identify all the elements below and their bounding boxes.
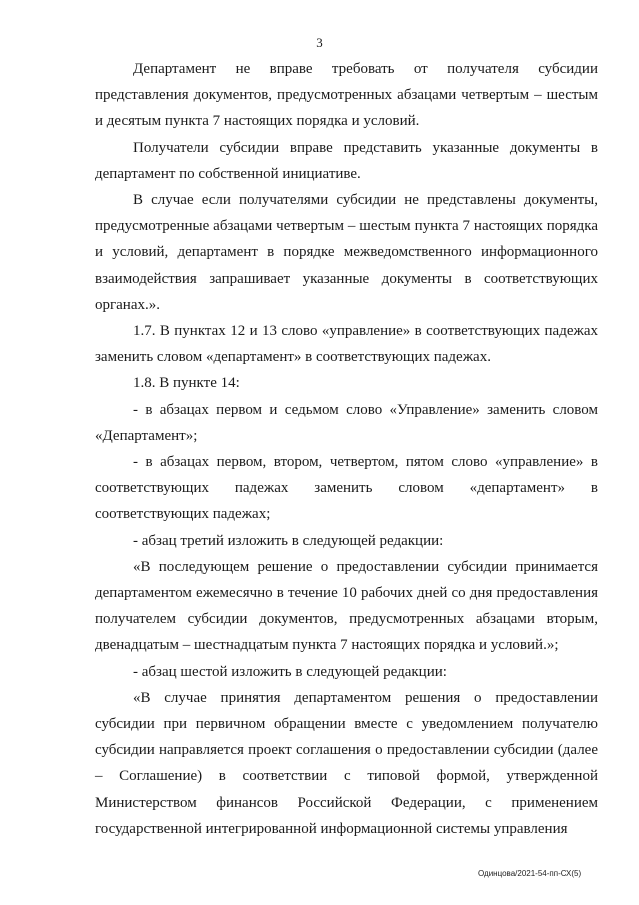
document-body — [95, 56, 598, 842]
page-number: 3 — [316, 35, 323, 50]
paragraph: - абзац третий изложить в следующей редакции: — [133, 532, 444, 549]
paragraph: «В последующем решение о предоставлении субсидии принимается департаментом ежемесячно в течение 10 рабочих дней со дня предоставления получателем субсидии документов, предусмотренных абзацами вторым, двенадцатым – шестнадцатым пункта 7 настоящих порядка и условий.»; — [95, 558, 598, 654]
footer-document-code: Одинцова/2021-54-пп-СХ(5) — [478, 869, 582, 878]
paragraph: В случае если получателями субсидии не представлены документы, предусмотренные абзацами четвертым – шестым пункта 7 настоящих порядка и условий, департамент в порядке межведомственного информационного взаимодействия запрашивает указанные документы в соответствующих органах.». — [95, 192, 598, 313]
paragraph: - в абзацах первом и седьмом слово «Управление» заменить словом «Департамент»; — [95, 401, 598, 444]
paragraph: 1.8. В пункте 14: — [133, 375, 240, 392]
paragraph: Департамент не вправе требовать от получателя субсидии представления документов, предусмотренных абзацами четвертым – шестым и десятым пункта 7 настоящих порядка и условий. — [95, 61, 598, 130]
paragraph: 1.7. В пунктах 12 и 13 слово «управление» в соответствующих падежах заменить словом «департамент» в соответствующих падежах. — [95, 323, 598, 366]
paragraph: Получатели субсидии вправе представить указанные документы в департамент по собственной инициативе. — [95, 139, 598, 182]
paragraph: «В случае принятия департаментом решения о предоставлении субсидии при первичном обращении вместе с уведомлением получателю субсидии направляется проект соглашения о предоставлении субсидии (далее – Соглашение) в соответствии с типовой формой, утвержденной Министерством финансов Российской Федерации, с применением государственной интегрированной информационной системы управления — [95, 689, 598, 837]
paragraph: - абзац шестой изложить в следующей редакции: — [133, 663, 447, 680]
paragraph: - в абзацах первом, втором, четвертом, пятом слово «управление» в соответствующих падежах заменить словом «департамент» в соответствующих падежах; — [95, 454, 598, 523]
